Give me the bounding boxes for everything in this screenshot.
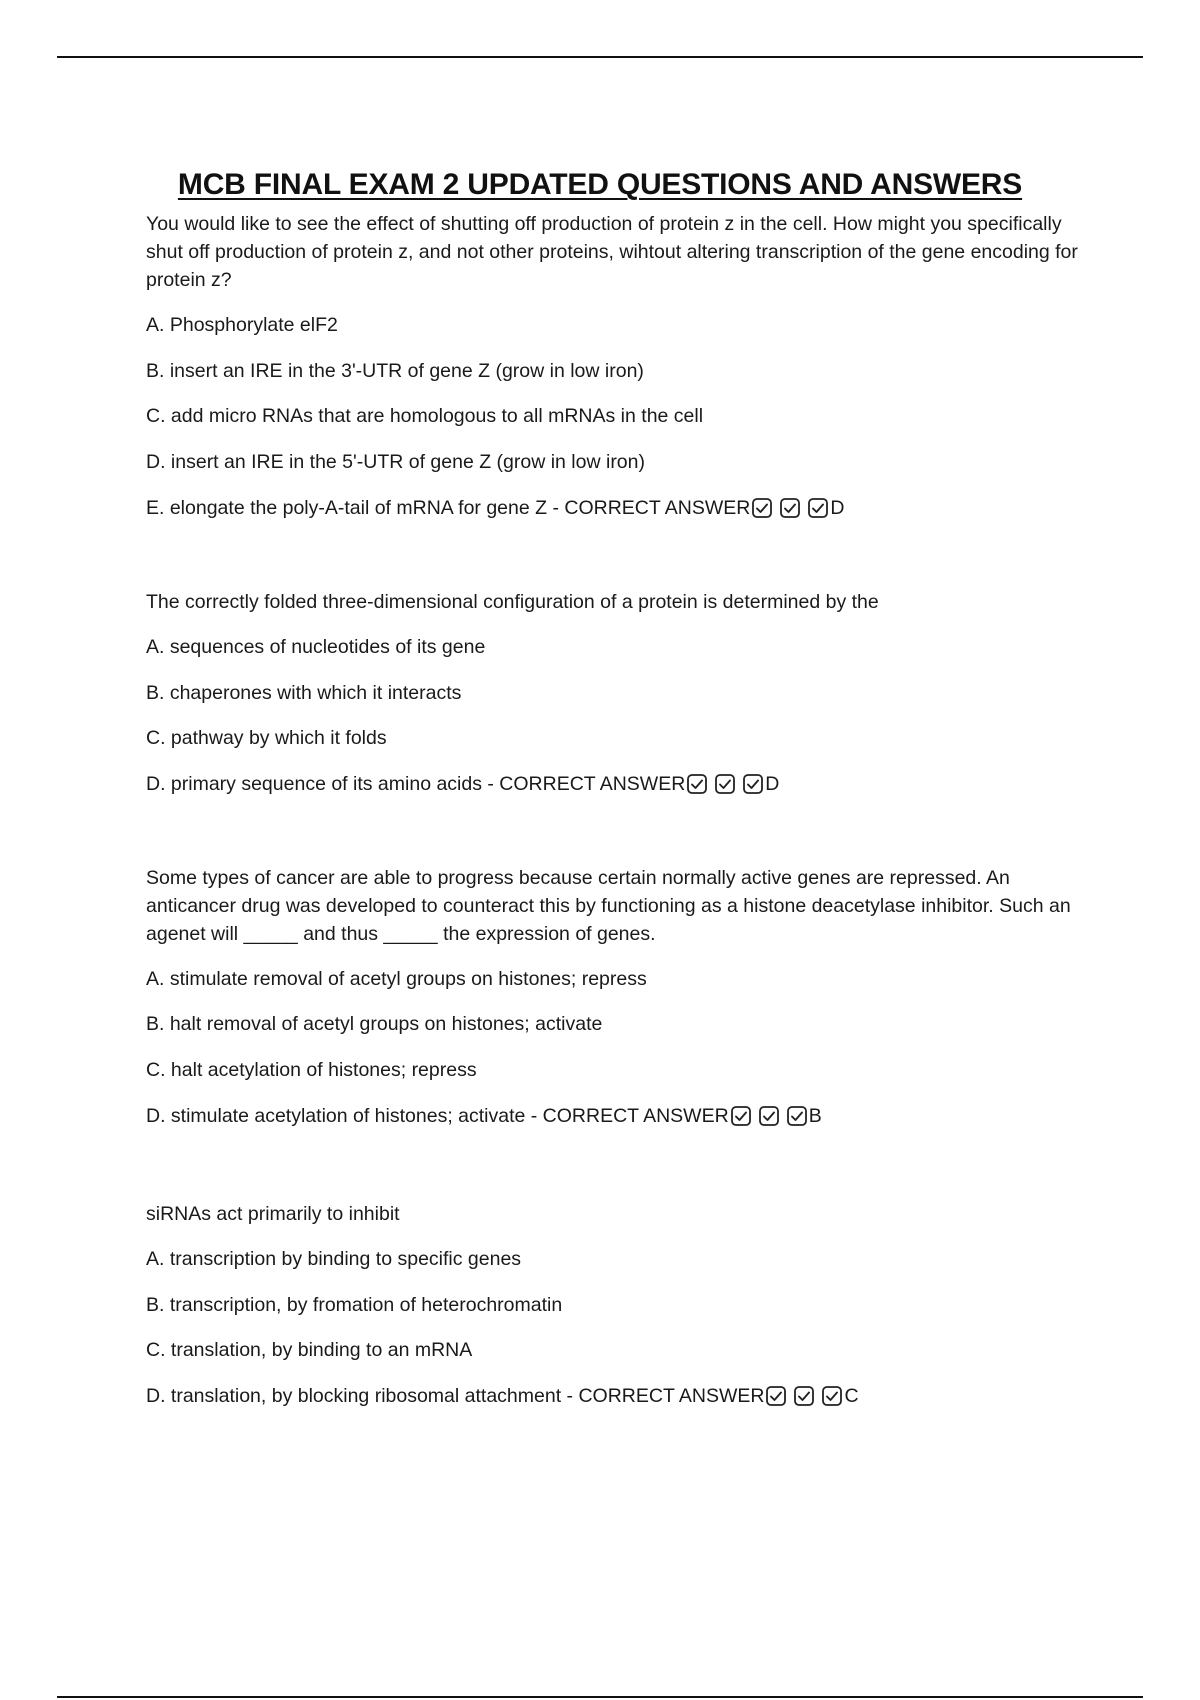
option-a: A. transcription by binding to specific genes [146,1248,522,1270]
header-rule [57,56,1143,58]
correct-answer-letter: D [765,773,780,795]
question-text: siRNAs act primarily to inhibit [146,1203,400,1225]
option-b: B. halt removal of acetyl groups on histones; activate [146,1013,603,1035]
option-b: B. chaperones with which it interacts [146,682,462,704]
footer-rule [57,1696,1143,1698]
option-b: B. insert an IRE in the 3'-UTR of gene Z (grow in low iron) [146,360,644,382]
checked-box-icon [822,1386,842,1406]
page-title: MCB FINAL EXAM 2 UPDATED QUESTIONS AND ANSWERS [177,168,1023,202]
checked-box-icon [766,1386,786,1406]
question-text: Some types of cancer are able to progress because certain normally active genes are repressed. An anticancer drug was developed to counteract this by functioning as a histone deacetylase inhibitor. Such an agenet will _____ and thus _____ the expression of genes. [146,867,1071,945]
checked-box-icon [759,1106,779,1126]
option-c: C. halt acetylation of histones; repress [146,1059,477,1081]
question-1 [146,210,1096,522]
checked-box-icon [687,774,707,794]
question-2 [146,588,1096,798]
checked-box-icon [743,774,763,794]
correct-answer-letter: D [830,497,845,519]
option-a: A. stimulate removal of acetyl groups on histones; repress [146,968,647,990]
checked-box-icon [808,498,828,518]
option-c: C. translation, by binding to an mRNA [146,1339,473,1361]
option-d-with-answer [146,1382,1096,1410]
option-d: D. insert an IRE in the 5'-UTR of gene Z (grow in low iron) [146,451,645,473]
checked-box-icon [731,1106,751,1126]
option-a: A. sequences of nucleotides of its gene [146,636,486,658]
option-c: C. pathway by which it folds [146,727,387,749]
option-d: D. primary sequence of its amino acids - CORRECT ANSWER [146,773,686,795]
answer-marks [750,497,844,519]
option-e-with-answer [146,494,1096,522]
checked-box-icon [752,498,772,518]
answer-marks [685,773,779,795]
option-d-with-answer [146,1102,1096,1130]
option-e: E. elongate the poly-A-tail of mRNA for gene Z - CORRECT ANSWER [146,497,751,519]
correct-answer-letter: B [808,1105,822,1127]
answer-marks [764,1385,858,1407]
checked-box-icon [780,498,800,518]
correct-answer-letter: C [844,1385,859,1407]
option-a: A. Phosphorylate elF2 [146,314,338,336]
question-text: The correctly folded three-dimensional configuration of a protein is determined by the [146,591,879,613]
option-d-with-answer [146,770,1096,798]
question-4 [146,1200,1096,1410]
option-c: C. add micro RNAs that are homologous to all mRNAs in the cell [146,405,704,427]
answer-marks [729,1105,822,1127]
question-3 [146,864,1096,1130]
question-text: You would like to see the effect of shutting off production of protein z in the cell. How might you specifically shut off production of protein z, and not other proteins, wihtout altering transcription of the gene encoding for protein z? [146,213,1078,291]
option-d: D. stimulate acetylation of histones; activate - CORRECT ANSWER [146,1105,729,1127]
checked-box-icon [787,1106,807,1126]
option-b: B. transcription, by fromation of heterochromatin [146,1294,563,1316]
checked-box-icon [794,1386,814,1406]
checked-box-icon [715,774,735,794]
option-d: D. translation, by blocking ribosomal attachment - CORRECT ANSWER [146,1385,765,1407]
